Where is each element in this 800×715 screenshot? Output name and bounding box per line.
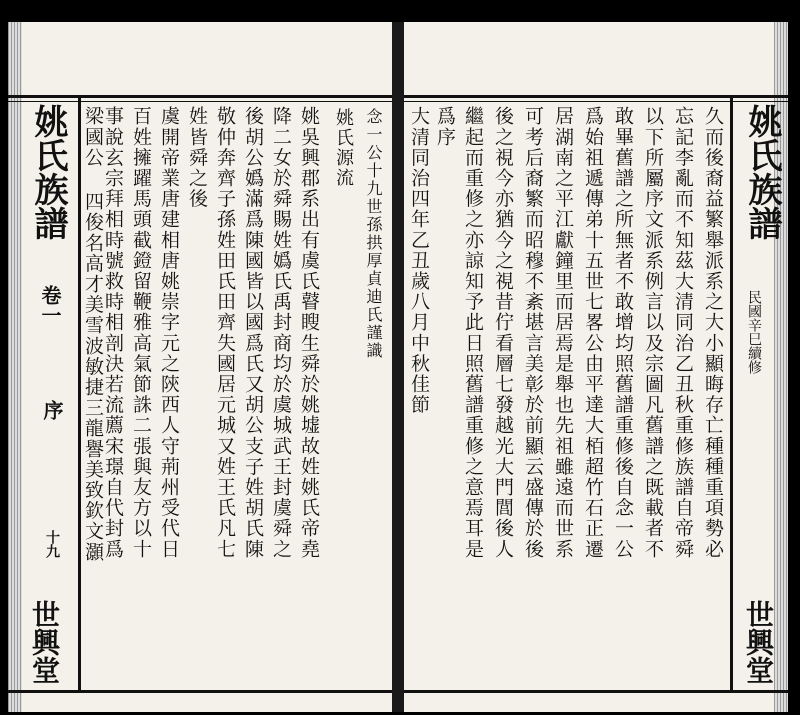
left-spine-folio: 十九 bbox=[44, 530, 60, 558]
left-spine-volume: 卷一 bbox=[38, 285, 62, 325]
left-column-4: 降二女於舜賜姓嬀氏禹封商均於虞城武王封虞舜之 bbox=[270, 106, 292, 560]
right-column-7: 可考后裔繁而昭穆不紊堪言美彰於前顯云盛傳於後 bbox=[522, 106, 544, 560]
right-column-8: 後之視今亦猶今之視昔佇看層七發越光大門閭後人 bbox=[492, 106, 514, 560]
left-column-2: 姚氏源流 bbox=[333, 108, 354, 188]
right-spine-title: 姚氏族譜 bbox=[742, 104, 782, 240]
right-column-10: 爲序 bbox=[434, 106, 456, 148]
right-column-3: 以下所屬序文派系例言以及宗圖凡舊譜之既載者不 bbox=[642, 106, 664, 560]
right-column-4: 敢畢舊譜之所無者不敢增均照舊譜重修後自念一公 bbox=[612, 106, 634, 560]
right-spine-divider bbox=[730, 95, 733, 693]
right-column-5: 爲始祖遞傳弟十五世七畧公由平達大栢超竹石正遷 bbox=[582, 106, 604, 560]
right-column-11: 大清同治四年乙丑歲八月中秋佳節 bbox=[408, 106, 430, 415]
left-column-6: 敬仲奔齊子孫姓田氏田齊失國居元城又姓王氏凡七 bbox=[214, 106, 236, 560]
left-spine-title: 姚氏族譜 bbox=[28, 104, 68, 240]
left-spine-section: 序 bbox=[40, 400, 64, 420]
left-column-11: 梁國公 四俊名高才美雪波敏捷三龍譽美致欽文灝 bbox=[82, 106, 104, 563]
left-top-border bbox=[8, 95, 392, 98]
left-bottom-border bbox=[8, 690, 392, 693]
book-gutter bbox=[392, 22, 404, 712]
left-column-5: 後胡公嬀滿爲陳國皆以國爲氏又胡公支子姓胡氏陳 bbox=[242, 106, 264, 560]
right-spine-hall: 世興堂 bbox=[742, 600, 775, 684]
left-column-7: 姓皆舜之後 bbox=[186, 106, 208, 209]
right-column-9: 繼起而重修之亦諒知予此日照舊譜重修之意焉耳是 bbox=[462, 106, 484, 560]
left-column-8: 虞開帝業唐建相唐姚崇字元之陝西人守荊州受代日 bbox=[158, 106, 180, 560]
right-column-6: 居湖南之平江獻鐘里而居焉是舉也先祖雖遠而世系 bbox=[552, 106, 574, 560]
left-page-edge bbox=[8, 22, 22, 712]
right-spine-note: 民國辛巳續修 bbox=[746, 290, 762, 374]
right-column-1: 久而後裔益繁舉派系之大小顯晦存亡種種重項勢必 bbox=[702, 106, 724, 560]
left-top-border-thin bbox=[8, 101, 392, 102]
left-column-9: 百姓擁躍馬頭截鐙留鞭雅高氣節誅二張與友方以十 bbox=[130, 106, 152, 560]
right-column-2: 忘記李亂而不知茲大清同治乙丑秋重修族譜自帝舜 bbox=[672, 106, 694, 560]
left-column-10: 事說玄宗拜相時號救時相剖決若流薦宋璟自代封爲 bbox=[102, 106, 124, 560]
left-column-3: 姚吳興郡系出有虞氏瞽瞍生舜於姚墟故姓姚氏帝堯 bbox=[298, 106, 320, 560]
left-column-1: 念一公十九世孫拱厚貞迪氏謹識 bbox=[364, 108, 383, 360]
left-spine-hall: 世興堂 bbox=[28, 600, 61, 684]
